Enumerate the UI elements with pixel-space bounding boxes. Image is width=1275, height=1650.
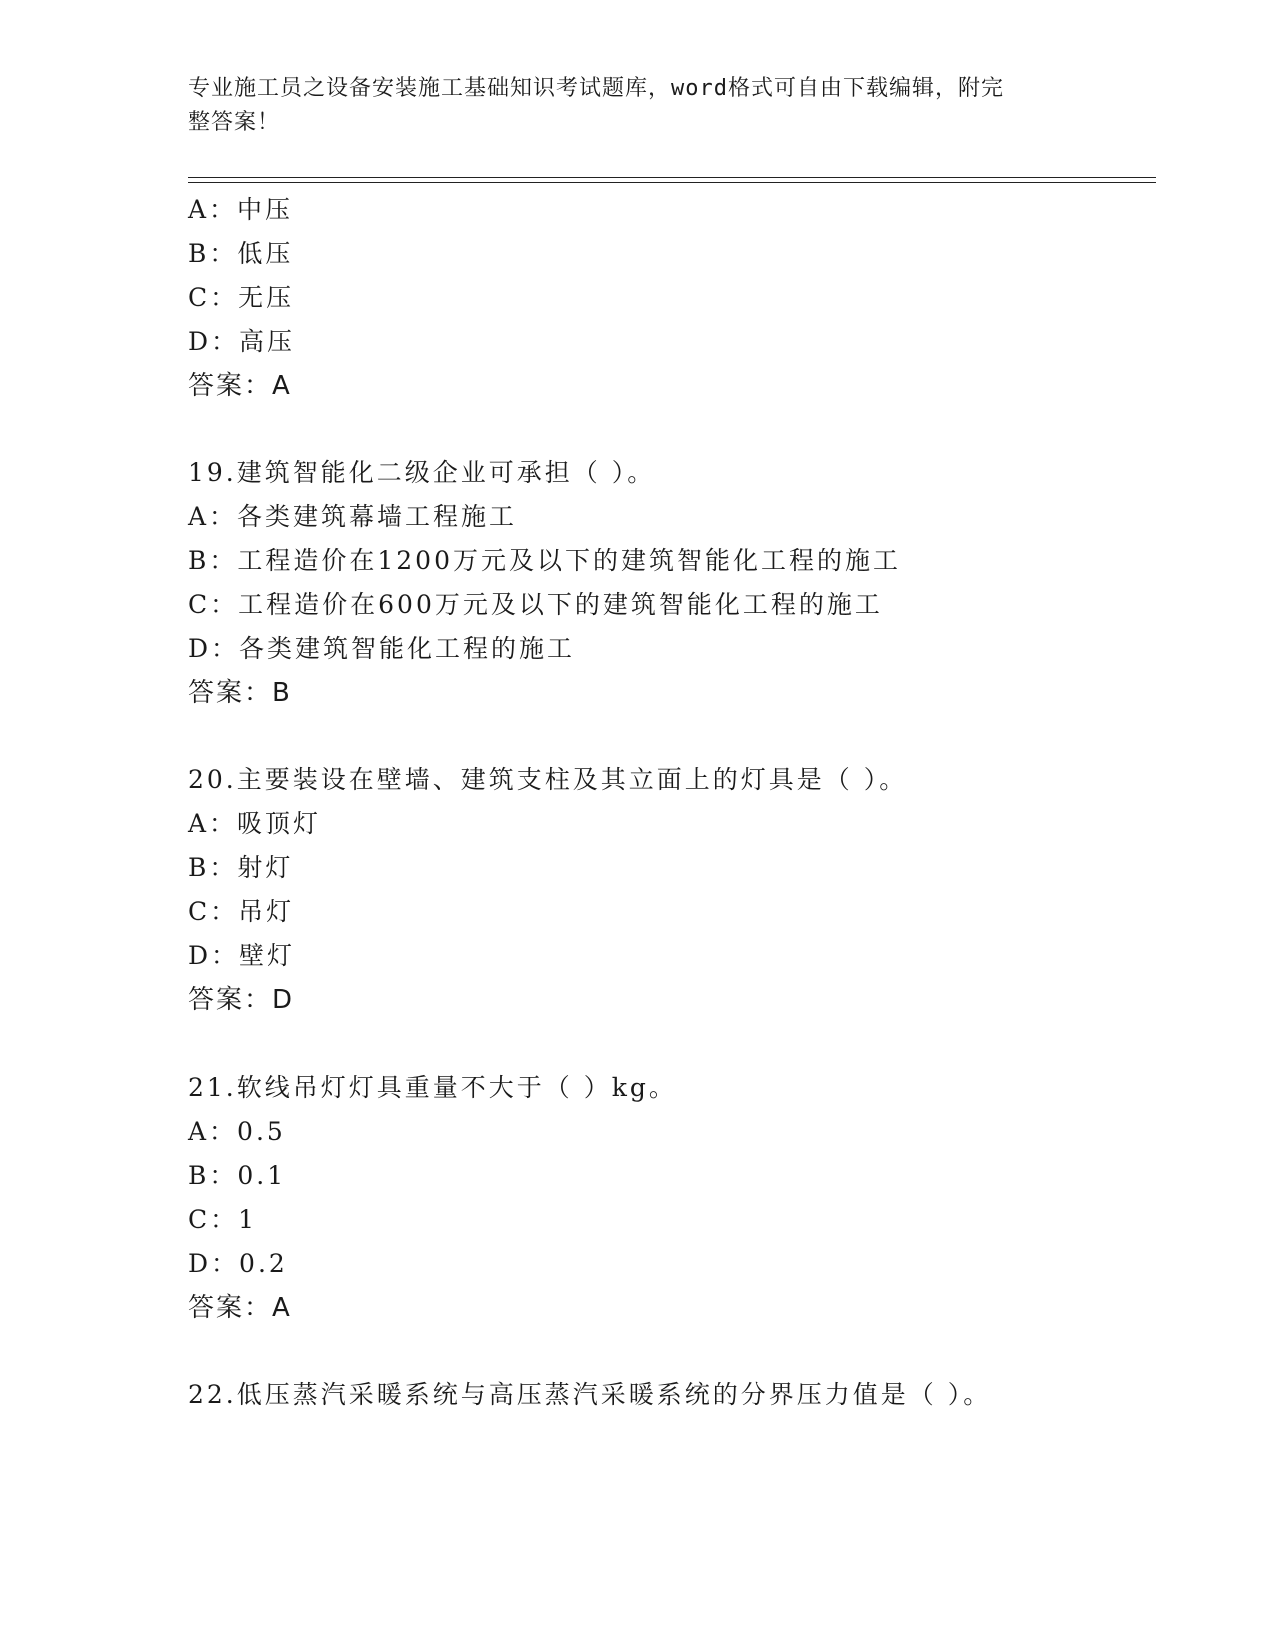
q18-option-c: C：无压 xyxy=(188,283,295,312)
q19-option-c: C：工程造价在600万元及以下的建筑智能化工程的施工 xyxy=(188,590,883,619)
q19-answer: 答案：B xyxy=(188,678,292,708)
q20-option-a: A：吸顶灯 xyxy=(188,809,322,838)
q20-option-d: D：壁灯 xyxy=(188,941,296,970)
q19-option-d: D：各类建筑智能化工程的施工 xyxy=(188,634,576,663)
q18-option-b: B：低压 xyxy=(188,239,294,268)
q20-option-c: C：吊灯 xyxy=(188,897,295,926)
q18-option-a: A：中压 xyxy=(188,195,294,224)
q20-answer: 答案：D xyxy=(188,985,295,1015)
q21-answer: 答案：A xyxy=(188,1293,292,1323)
header-divider-top xyxy=(188,177,1156,178)
q21-option-b: B：0.1 xyxy=(188,1161,287,1190)
q22-question: 22.低压蒸汽采暖系统与高压蒸汽采暖系统的分界压力值是（ ）。 xyxy=(188,1380,992,1409)
q18-answer: 答案：A xyxy=(188,371,292,401)
q19-option-a: A：各类建筑幕墙工程施工 xyxy=(188,502,518,531)
q19-option-b: B：工程造价在1200万元及以下的建筑智能化工程的施工 xyxy=(188,546,901,575)
header-divider-bottom xyxy=(188,182,1156,183)
q21-option-a: A：0.5 xyxy=(188,1117,286,1146)
q19-question: 19.建筑智能化二级企业可承担（ ）。 xyxy=(188,458,656,487)
q20-option-b: B：射灯 xyxy=(188,853,294,882)
q21-question: 21.软线吊灯灯具重量不大于（ ）kg。 xyxy=(188,1073,677,1102)
header-line-1: 专业施工员之设备安装施工基础知识考试题库，word格式可自由下载编辑，附完 xyxy=(188,76,1004,101)
q21-option-c: C：1 xyxy=(188,1205,258,1234)
q21-option-d: D：0.2 xyxy=(188,1249,288,1278)
header-line-2: 整答案！ xyxy=(188,110,281,135)
document-header xyxy=(188,72,1088,140)
q18-option-d: D：高压 xyxy=(188,327,296,356)
q20-question: 20.主要装设在壁墙、建筑支柱及其立面上的灯具是（ ）。 xyxy=(188,765,908,794)
